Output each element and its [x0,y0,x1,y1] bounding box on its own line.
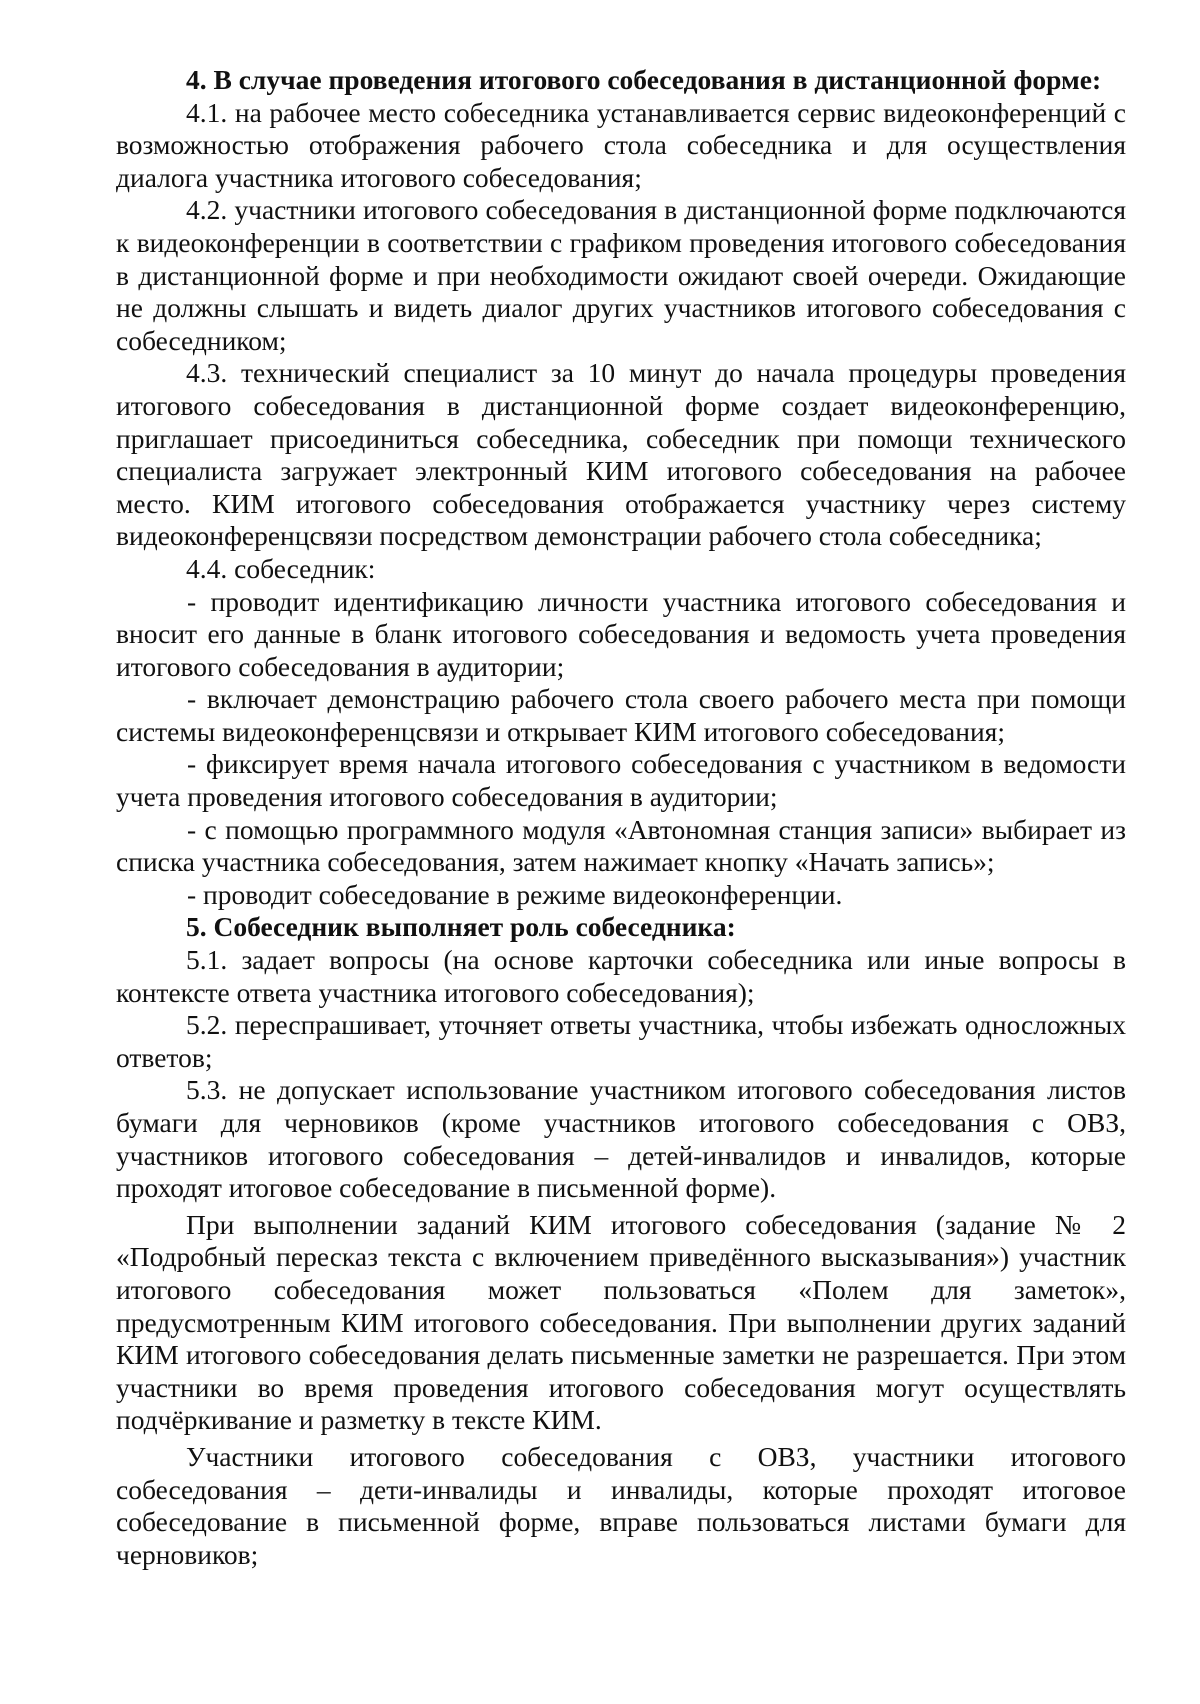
list-item-identification: - проводит идентификацию личности участника итогового собеседования и вносит его данные в бланк итогового собеседования и ведомость учета проведения итогового собеседования в аудитории; [116,585,1126,682]
clause-5-3: 5.3. не допускает использование участником итогового собеседования листов бумаги для черновиков (кроме участников итогового собеседования с ОВЗ, участников итогового собеседования – детей-инвалидов и инвалидов, которые проходят итоговое собеседование в письменной форме). [116,1074,1126,1204]
list-item-videoconference: - проводит собеседование в режиме видеоконференции. [187,878,843,910]
clause-4-2: 4.2. участники итогового собеседования в дистанционной форме подключаются к видеоконференции в соответствии с графиком проведения итогового собеседования в дистанционной форме и при необходимости ожидают своей очереди. Ожидающие не должны слышать и видеть диалог других участников итогового собеседования с собеседником; [116,194,1126,356]
list-item-screen-share: - включает демонстрацию рабочего стола своего рабочего места при помощи системы видеоконференцсвязи и открывает КИМ итогового собеседования; [116,683,1126,747]
clause-5-1: 5.1. задает вопросы (на основе карточки собеседника или иные вопросы в контексте ответа участника итогового собеседования); [116,944,1126,1008]
list-item-recording: - с помощью программного модуля «Автономная станция записи» выбирает из списка участника собеседования, затем нажимает кнопку «Начать запись»; [116,813,1126,878]
clause-4-4: 4.4. собеседник: [186,552,376,584]
section-5-heading: 5. Собеседник выполняет роль собеседника: [186,911,736,943]
paragraph-ovz-participants: Участники итогового собеседования с ОВЗ, участники итогового собеседования – дети-инвалиды и инвалиды, которые проходят итоговое собеседование в письменной форме, вправе пользоваться листами бумаги для черновиков; [116,1440,1126,1570]
document-body [116,64,1126,1571]
section-4-heading: 4. В случае проведения итогового собеседования в дистанционной форме: [186,64,1102,95]
clause-5-2: 5.2. переспрашивает, уточняет ответы участника, чтобы избежать односложных ответов; [116,1009,1126,1073]
clause-4-3: 4.3. технический специалист за 10 минут до начала процедуры проведения итогового собеседования в дистанционной форме создает видеоконференцию, приглашает присоединиться собеседника, собеседник при помощи технического специалиста загружает электронный КИМ итогового собеседования на рабочее место. КИМ итогового собеседования отображается участнику через систему видеоконференцсвязи посредством демонстрации рабочего стола собеседника; [116,357,1126,552]
list-item-start-time: - фиксирует время начала итогового собеседования с участником в ведомости учета проведения итогового собеседования в аудитории; [116,748,1126,813]
paragraph-notes-field: При выполнении заданий КИМ итогового собеседования (задание № 2 «Подробный пересказ текста с включением приведённого высказывания») участник итогового собеседования может пользоваться «Полем для заметок», предусмотренным КИМ итогового собеседования. При выполнении других заданий КИМ итогового собеседования делать письменные заметки не разрешается. При этом участники во время проведения итогового собеседования могут осуществлять подчёркивание и разметку в тексте КИМ. [116,1208,1126,1436]
clause-4-1: 4.1. на рабочее место собеседника устанавливается сервис видеоконференций с возможностью отображения рабочего стола собеседника и для осуществления диалога участника итогового собеседования; [116,96,1126,193]
